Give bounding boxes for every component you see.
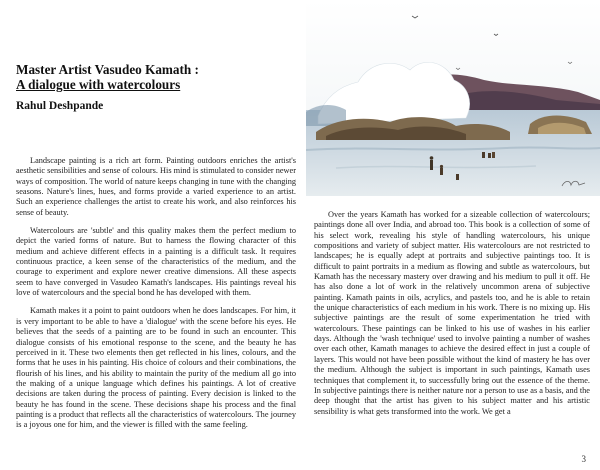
left-column: [16, 156, 296, 439]
right-paragraph-1: Over the years Kamath has worked for a sizeable collection of watercolours; paintings done all over India, and abroad too. This book is a collection of some of his select work, revealing his style of handling watercolours, his unique compositions and variety of subject matter. His watercolours are not restricted to landscapes; he is equally adept at portraits and subjective paintings too. It is difficult to paint portraits in a medium as flowing and subtle as watercolours, but Kamath has the necessary mastery over drawing and his medium to pull it off. He has also done a lot of work in the relatively uncommon arena of subjective painting. Kamath paints in oils, acrylics, and pastels too, and he is able to retain the unique characteristics of each medium in his work. There is no mixing up. His subjective paintings are the result of some experimentation he tried with watercolours. These paintings can be linked to his use of washes in his earlier days. Although the 'wash technique' used to involve painting a number of washes over each other, Kamath manages to achieve the desired effect in just a couple of layers. This would not have been possible without the kind of mastery he has over the medium. Although the subject is important in such paintings, Kamath uses techniques that complement it, to successfully bring out the essence of the theme. In subjective paintings there is neither nature nor a person to use as a basis, and the deep thought that the artist has given to his subject matter and his artistic sensibility is what gets transformed into the work. We get a: [314, 210, 590, 416]
title-line-1: Master Artist Vasudeo Kamath :: [16, 62, 199, 77]
figure-shape: [492, 152, 495, 158]
figure-shape: [430, 160, 433, 170]
left-paragraph-3: Kamath makes it a point to paint outdoors when he does landscapes. For him, it is very important to be able to have a 'dialogue' with the scene before his eyes. He believes that the seeds of a painting are to be found in such an encounter. This dialogue consists of his emotional response to the scene, and the beauty he has perceived in it. These two elements then get reflected in his lines, colours, and the forms that he uses in his painting. His choice of colours and their combinations, the flourish of his lines, and his ability to maintain the purity of the medium all go into the making of a unique language which defines his paintings. A lot of creative decisions are taken during the process of painting. Every decision is linked to the beauty he has found in the scene. These decisions shape his process and the final painting is a product that reflects all the characteristics of watercolours. The journey is a joyous one for him, and the viewer is filled with the same feeling.: [16, 306, 296, 430]
right-column: [314, 210, 590, 425]
author-name: Rahul Deshpande: [16, 100, 104, 112]
left-paragraph-1: Landscape painting is a rich art form. Painting outdoors enriches the artist's aesthetic sensibilities and sense of colours. His mind is stimulated to consider newer ways of composition. The world of nature keeps changing in tune with the changing seasons. Nature's lines, hues, and forms provide a varied experience to an artist. Such an experience challenges the artist to create his work, and also reinforces his sense of beauty.: [16, 156, 296, 217]
watercolour-seascape-painting: [306, 0, 600, 196]
title-line-2: A dialogue with watercolours: [16, 77, 181, 92]
figure-shape: [488, 153, 491, 158]
figure-shape: [440, 168, 443, 175]
page-number: 3: [581, 454, 586, 464]
left-paragraph-2: Watercolours are 'subtle' and this quality makes them the perfect medium to depict the varied forms of nature. But to harness the flowing character of this medium and achieve different effects in a painting is a difficult task. It requires continuous practice, a keen sense of the characteristics of the medium, and the courage to experiment and explore newer creative dimensions. All these aspects seem to have converged in Vasudeo Kamath's landscapes. His paintings reveal his love of watercolours and the special bond he has developed with them.: [16, 226, 296, 298]
article-title: [16, 62, 296, 92]
figure-shape: [456, 174, 459, 180]
figure-shape: [482, 152, 485, 158]
